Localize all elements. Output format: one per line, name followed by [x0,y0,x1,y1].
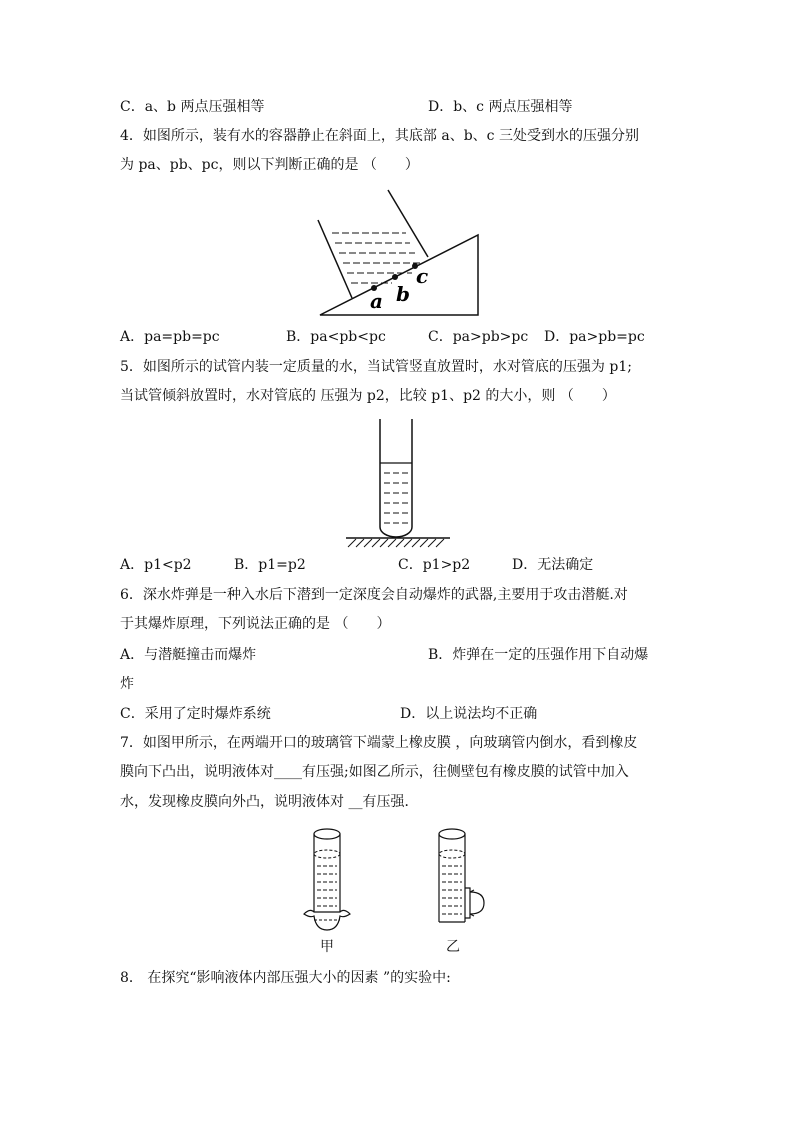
q6-option-b: B．炸弹在一定的压强作用下自动爆 [428,647,649,663]
q5-stem-line2: 当试管倾斜放置时，水对管底的 压强为 p2，比较 p1、p2 的大小，则 （ ） [120,388,616,404]
q7-stem-line3: 水，发现橡皮膜向外凸，说明液体对 __有压强． [120,794,419,810]
q7-stem-line1: 7．如图甲所示，在两端开口的玻璃管下端蒙上橡皮膜 ，向玻璃管内倒水，看到橡皮 [120,735,638,751]
q7-figure-yi [432,826,496,938]
q7-stem-line2: 膜向下凸出，说明液体对____有压强;如图乙所示，往侧壁包有橡皮膜的试管中加入 [120,764,629,780]
point-b-label: b [396,282,410,306]
q4-option-a: A．pa=pb=pc [120,329,220,345]
q7-caption-jia: 甲 [320,939,334,955]
q6-option-a: A．与潜艇撞击而爆炸 [120,647,257,663]
point-c-label: c [416,264,429,288]
q4-option-d: D．pa>pb=pc [544,329,645,345]
q6-stem-line1: 6．深水炸弹是一种入水后下潜到一定深度会自动爆炸的武器,主要用于攻击潜艇.对 [120,587,628,603]
q6-stem-line2: 于其爆炸原理，下列说法正确的是 （ ） [120,616,391,632]
q4-stem-line2: 为 pa、pb、pc，则以下判断正确的是 （ ） [120,157,419,173]
q4-option-c: C．pa>pb>pc [428,329,529,345]
q5-stem-line1: 5．如图所示的试管内装一定质量的水，当试管竖直放置时，水对管底的压强为 p1; [120,359,632,375]
q6-option-b-continued: 炸 [120,676,134,692]
q5-test-tube-figure [340,415,455,550]
q6-option-d: D．以上说法均不正确 [400,706,538,722]
q5-option-c: C．p1>p2 [398,557,471,573]
q5-option-b: B．p1=p2 [234,557,306,573]
q7-figure-jia [298,826,356,938]
q4-incline-container-figure [310,185,490,320]
q5-option-a: A．p1<p2 [120,557,192,573]
q5-option-d: D．无法确定 [512,557,594,573]
point-b-dot [392,274,398,280]
q8-stem: 8． 在探究“影响液体内部压强大小的因素 ”的实验中: [120,970,451,986]
q3-option-d: D．b、c 两点压强相等 [428,99,573,115]
q6-option-c: C．采用了定时爆炸系统 [120,706,271,722]
q3-option-c: C．a、b 两点压强相等 [120,99,265,115]
point-a-label: a [370,289,383,313]
q4-option-b: B．pa<pb<pc [286,329,386,345]
q4-stem-line1: 4．如图所示，装有水的容器静止在斜面上，其底部 a、b、c 三处受到水的压强分别 [120,128,639,144]
q7-caption-yi: 乙 [446,939,460,955]
